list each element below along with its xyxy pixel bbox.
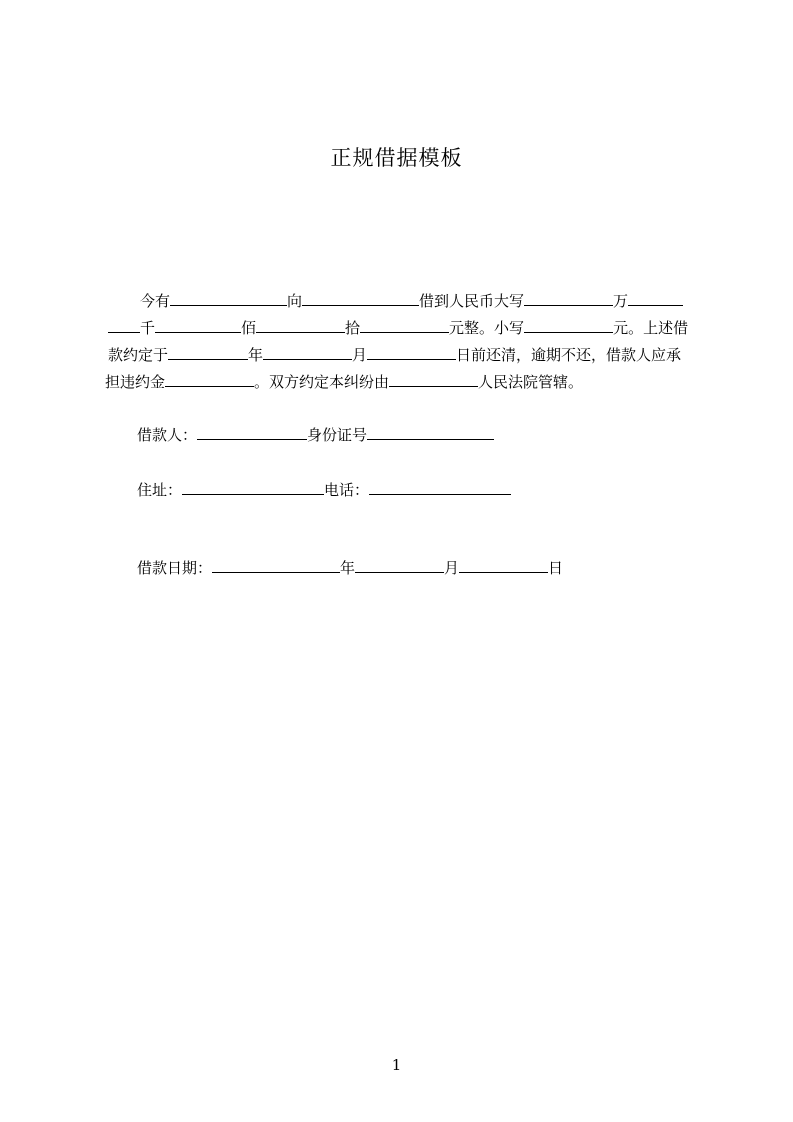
text-p3: 借到人民币大写 — [419, 292, 525, 310]
address-label: 住址： — [137, 481, 183, 499]
text-p2: 向 — [287, 292, 303, 310]
blank-court[interactable] — [389, 371, 478, 387]
body-line-3 — [108, 344, 681, 365]
blank-yuan-upper[interactable] — [360, 317, 449, 333]
blank-borrower-name[interactable] — [197, 424, 307, 440]
text-p1: 今有 — [140, 292, 171, 310]
blank-penalty[interactable] — [165, 371, 254, 387]
document-title: 正规借据模板 — [330, 146, 463, 170]
address-line — [137, 479, 511, 500]
loan-day-label: 日 — [548, 559, 564, 577]
body-line-1 — [140, 290, 683, 311]
blank-qian-part2[interactable] — [108, 317, 140, 333]
blank-qian-part1[interactable] — [628, 290, 683, 306]
blank-due-year[interactable] — [168, 344, 248, 360]
blank-loan-day[interactable] — [459, 557, 548, 573]
text-p13: 日前还清，逾期不还，借款人应承 — [456, 346, 682, 364]
loan-year-label: 年 — [340, 559, 356, 577]
text-p5: 千 — [140, 319, 156, 337]
loan-date-line — [137, 557, 563, 578]
text-p7: 拾 — [345, 319, 361, 337]
blank-id-number[interactable] — [367, 424, 494, 440]
text-p8: 元整。小写 — [449, 319, 525, 337]
blank-loan-year[interactable] — [212, 557, 340, 573]
blank-due-day[interactable] — [367, 344, 456, 360]
text-p4: 万 — [613, 292, 629, 310]
body-line-2 — [108, 317, 688, 338]
blank-amount-lower[interactable] — [524, 317, 613, 333]
borrower-line — [137, 424, 494, 445]
loan-date-label: 借款日期： — [137, 559, 213, 577]
text-p14: 担违约金 — [105, 373, 166, 391]
blank-address[interactable] — [182, 479, 324, 495]
blank-due-month[interactable] — [263, 344, 352, 360]
phone-label: 电话： — [324, 481, 370, 499]
text-p16: 人民法院管辖。 — [478, 373, 584, 391]
text-p15: 。双方约定本纠纷由 — [254, 373, 390, 391]
blank-shi[interactable] — [256, 317, 345, 333]
page-number: 1 — [391, 1056, 402, 1074]
id-number-label: 身份证号 — [307, 426, 368, 444]
blank-phone[interactable] — [369, 479, 511, 495]
text-p12: 月 — [352, 346, 368, 364]
text-p9: 元。上述借 — [613, 319, 689, 337]
blank-lender[interactable] — [170, 290, 287, 306]
blank-borrower[interactable] — [302, 290, 419, 306]
borrower-label: 借款人： — [137, 426, 198, 444]
blank-loan-month[interactable] — [355, 557, 444, 573]
blank-bai[interactable] — [155, 317, 241, 333]
text-p6: 佰 — [241, 319, 257, 337]
text-p11: 年 — [248, 346, 264, 364]
loan-month-label: 月 — [444, 559, 460, 577]
text-p10: 款约定于 — [108, 346, 169, 364]
blank-wan[interactable] — [524, 290, 613, 306]
body-line-4 — [105, 371, 583, 392]
